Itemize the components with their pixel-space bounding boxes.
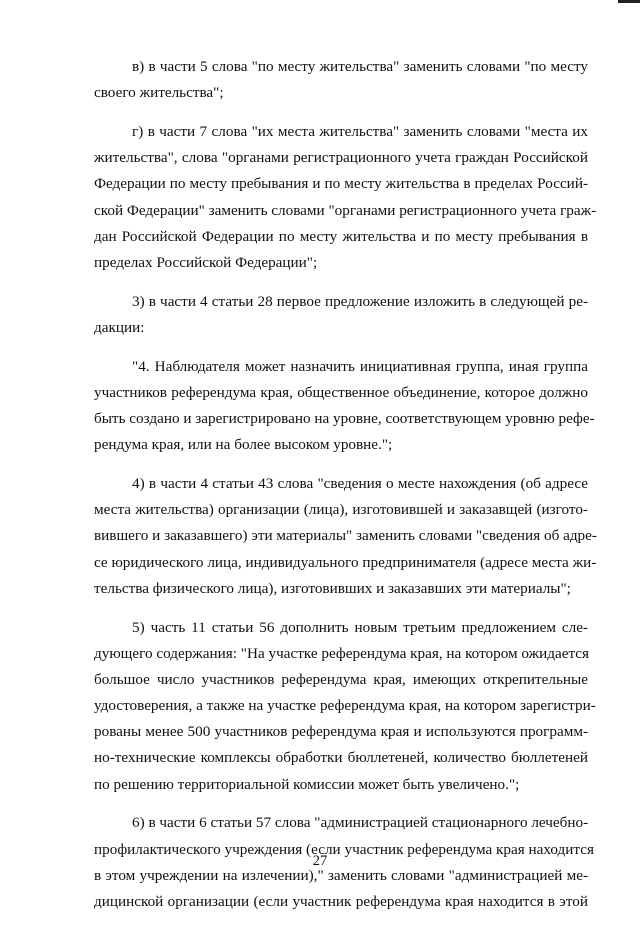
text-line: дан Российской Федерации по месту жительства и по месту пребывания в	[94, 227, 588, 245]
text-line: жительства", слова "органами регистрационного учета граждан Российской	[94, 149, 588, 167]
text-line: быть создано и зарегистрировано на уровне, соответствующем уровню рефе-	[94, 410, 595, 428]
page-number: 27	[312, 853, 328, 869]
text-line: 6) в части 6 статьи 57 слова "администрацией стационарного лечебно-	[132, 814, 589, 832]
text-line: в этом учреждении на излечении)," заменить словами "администрацией ме-	[94, 866, 588, 884]
text-line: се юридического лица, индивидуального предпринимателя (адресе места жи-	[94, 553, 597, 571]
text-line: места жительства) организации (лица), изготовившей и заказавщей (изгото-	[94, 501, 588, 519]
text-line: "4. Наблюдателя может назначить инициативная группа, иная группа	[132, 357, 588, 375]
paragraph-4	[94, 471, 597, 602]
text-line: участников референдума края, общественное объединение, которое должно	[94, 383, 588, 401]
scan-corner-mark	[618, 0, 640, 3]
text-line: профилактического учреждения (если участник референдума края находится	[94, 840, 594, 858]
text-line: 5) часть 11 статьи 56 дополнить новым третьим предложением сле-	[132, 618, 588, 636]
text-line: своего жительства";	[94, 84, 224, 102]
text-line: г) в части 7 слова "их места жительства" заменить словами "места их	[132, 122, 588, 140]
text-line: рованы менее 500 участников референдума края и используются программ-	[94, 723, 588, 741]
text-line: 3) в части 4 статьи 28 первое предложение изложить в следующей ре-	[132, 292, 588, 310]
paragraph-5	[94, 615, 596, 798]
text-line: ской Федерации" заменить словами "органами регистрационного учета граж-	[94, 201, 597, 219]
text-line: по решению территориальной комиссии может быть увеличено.";	[94, 775, 520, 793]
text-line: удостоверения, а также на участке референдума края, на котором зарегистри-	[94, 697, 596, 715]
paragraph-quote-4	[94, 354, 595, 459]
text-line: дицинской организации (если участник референдума края находится в этой	[94, 893, 588, 910]
paragraph-g	[94, 119, 597, 276]
text-line: дующего содержания: "На участке референдума края, на котором ожидается	[94, 644, 590, 662]
text-line: рендума края, или на более высоком уровне.";	[94, 436, 393, 454]
text-line: вившего и заказавшего) эти материалы" заменить словами "сведения об адре-	[94, 527, 597, 545]
text-line: большое число участников референдума края, имеющих открепительные	[94, 670, 588, 688]
text-line: Федерации по месту пребывания и по месту жительства в пределах Россий-	[94, 175, 588, 193]
paragraph-3	[94, 289, 588, 341]
text-line: дакции:	[94, 318, 145, 336]
text-line: в) в части 5 слова "по месту жительства" заменить словами "по месту	[132, 58, 588, 75]
text-line: пределах Российской Федерации";	[94, 253, 318, 271]
document-body	[94, 54, 597, 928]
paragraph-v	[94, 54, 588, 106]
text-line: но-технические комплексы обработки бюллетеней, количество бюллетеней	[94, 749, 588, 767]
text-line: 4) в части 4 статьи 43 слова "сведения о месте нахождения (об адресе	[132, 475, 588, 492]
text-line: тельства физического лица), изготовивших и заказавших эти материалы";	[94, 579, 571, 597]
